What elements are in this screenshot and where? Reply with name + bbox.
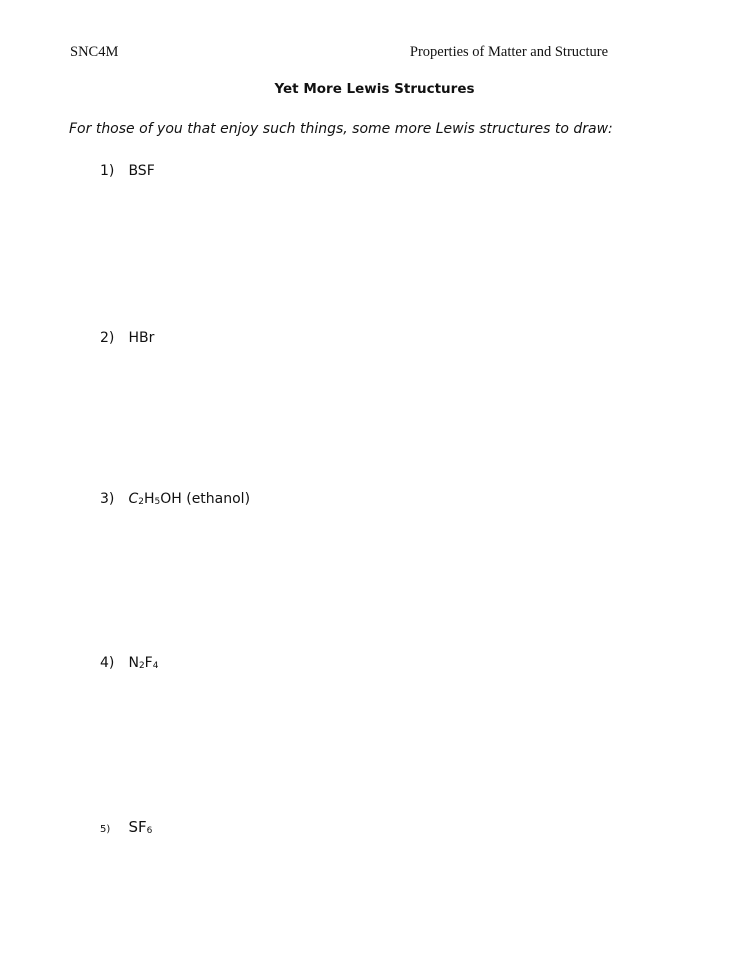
formula xyxy=(128,491,250,507)
formula-part: OH (ethanol) xyxy=(160,491,251,507)
formula-part: N xyxy=(128,655,139,671)
subscript: 2 xyxy=(138,497,144,507)
formula xyxy=(128,818,152,836)
question-4 xyxy=(100,655,158,671)
question-number: 1) xyxy=(100,163,115,179)
header-course-code: SNC4M xyxy=(70,44,119,60)
question-5 xyxy=(100,818,152,836)
formula-part: F xyxy=(144,655,153,671)
subscript: 4 xyxy=(152,661,159,671)
formula-part: SF xyxy=(128,818,147,836)
question-number: 4) xyxy=(100,655,115,671)
formula-part: C xyxy=(128,491,139,507)
question-number: 3) xyxy=(100,491,115,507)
question-number: 2) xyxy=(100,330,115,346)
page-title: Yet More Lewis Structures xyxy=(274,81,475,97)
subscript: 5 xyxy=(154,497,161,507)
formula xyxy=(128,655,158,671)
header-unit: Properties of Matter and Structure xyxy=(409,44,608,60)
question-2 xyxy=(100,330,154,346)
formula: HBr xyxy=(128,330,155,346)
formula-part: H xyxy=(143,491,155,507)
question-1 xyxy=(100,163,155,179)
question-number: 5) xyxy=(100,824,111,835)
question-3 xyxy=(100,491,250,507)
subscript: 6 xyxy=(146,826,153,836)
formula: BSF xyxy=(128,163,155,179)
subscript: 2 xyxy=(138,661,145,671)
intro-text: For those of you that enjoy such things, some more Lewis structures to draw: xyxy=(69,121,613,137)
